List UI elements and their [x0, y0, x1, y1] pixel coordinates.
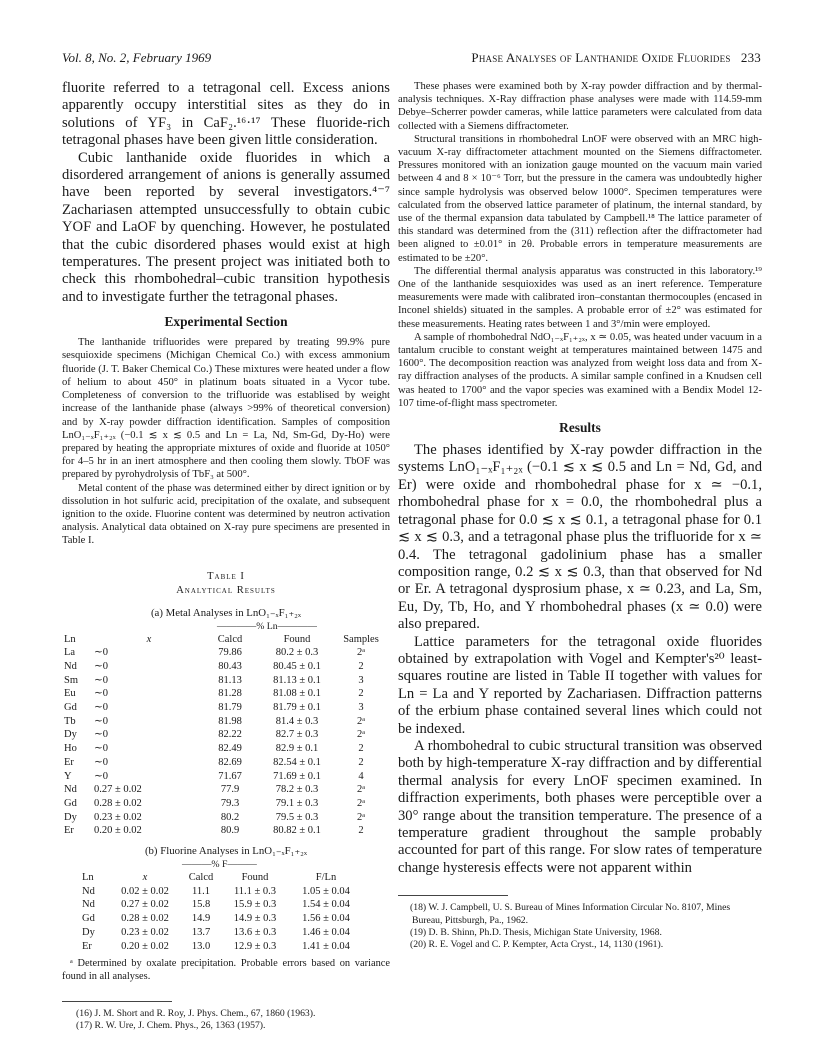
table-a-row-x: ∼0 — [94, 674, 109, 686]
table-a-row — [64, 811, 384, 825]
table-b-group-label: ———% F——— — [182, 859, 257, 871]
table-b-group-header — [62, 859, 362, 871]
table-a-row-last: 4 — [358, 770, 364, 782]
table-b-row-x: 0.20 ± 0.02 — [121, 940, 169, 952]
table-a-row-last: 3 — [358, 674, 364, 686]
table-a-row-last: 2ᵃ — [356, 715, 366, 727]
table-title: Analytical Results — [176, 584, 276, 596]
table-b-row-calcd: 11.1 — [192, 885, 210, 897]
table-a-row-last: 2 — [358, 756, 364, 768]
intro-paragraph-2: Cubic lanthanide oxide fluorides in which a disordered arrangement of anions is generally assumed have been reported by several investigators.⁴⁻⁷ Zachariasen attempted unsuccessfully to obtain cubic YOF and LaOF by quenching. However, he postulated that the cubic disordered phases would exist at high temperatures. The present project was initiated both to check this rhombohedral–cubic transition hypothesis and to investigate further the tetragonal phases. — [62, 149, 390, 305]
table-b-row — [82, 940, 362, 954]
table-b-header-f-ln: F/Ln — [315, 872, 337, 884]
methods-paragraph-3: The differential thermal analysis apparatus was constructed in this laboratory.¹⁹ One of the lanthanide sesquioxides was used as an inert reference. Temperature measurements were made with calibrated iron–constantan thermocouples (encased in Inconel shields) situated in the samples. A probable error of ±2° was estimated for these measurements. Heating rates between 1 and 3°/min were employed. — [398, 265, 762, 330]
table-b-row-last: 1.41 ± 0.04 — [302, 940, 350, 952]
table-a-row-last: 2 — [358, 688, 364, 700]
table-a-row — [64, 728, 384, 742]
table-a-row-calcd: 80.2 — [220, 811, 240, 823]
table-b-header-ln: Ln — [82, 872, 94, 884]
table-a-row — [64, 687, 384, 701]
table-a-row-calcd: 81.13 — [218, 674, 242, 686]
table-a-row-found: 81.4 ± 0.3 — [275, 715, 319, 727]
results-paragraph-1: The phases identified by X-ray powder diffraction in the systems LnO₁₋ₓF₁₊₂ₓ (−0.1 ≲ x ≲ 0.5 and Ln = Nd, Gd, and Er) were oxide and rhombohedral phase for x ≃ −0.1, rhombohedral phase for x = 0.0, the rhombohedral plus a tetragonal phase for 0.0 ≲ x ≲ 0.1, a tetragonal phase for 0.1 ≲ x ≲ 0.3, and a tetragonal phase plus the trifluoride for x ≃ 0.4. The tetragonal gadolinium phase has a smaller composition range, 0.2 ≲ x ≲ 0.3, than that observed for Nd or Er. A tetragonal dysprosium phase, x ≃ 0.23, and La, Sm, Eu, Dy, Tb, Ho, and Y rhombohedral phases (x ≃ 0.0) were also prepared. — [398, 442, 762, 633]
table-a-row-last: 2 — [358, 825, 364, 837]
table-a-row-x: ∼0 — [94, 702, 109, 714]
table-b-row-calcd: 13.0 — [191, 940, 211, 952]
journal-volume-info: Vol. 8, No. 2, February 1969 — [62, 50, 212, 65]
table-b-header-found: Found — [241, 872, 269, 884]
experimental-paragraph-1: The lanthanide trifluorides were prepared by treating 99.9% pure sesquioxide specimens (Michigan Chemical Co.) with excess ammonium fluoride (J. T. Baker Chemical Co.) These mixtures were heated under a flow of helium to about 450° in platinum boats situated in a Vycor tube. Completeness of conversion to the trifluoride was establised by weight increase of the lanthanide phase (always >99% of theoretical conversion) and by X-ray powder diffraction identification. Samples of composition LnO₁₋ₓF₁₊₂ₓ (−0.1 ≲ x ≲ 0.5 and Ln = La, Nd, Sm-Gd, Dy-Ho) were prepared by heating the appropriate mixtures of oxide and fluoride at 1050° for 4–5 hr in an inert atmosphere and then cooling them slowly. TbOF was prepared by pyrohydrolysis of TbF₃ at 500°. — [62, 337, 390, 481]
fluorine-analyses-table — [82, 871, 362, 953]
table-a-row — [64, 797, 384, 811]
table-b-row-ln: Nd — [82, 885, 95, 897]
table-a-header-samples: Samples — [343, 633, 379, 645]
footnote-rule-right — [398, 895, 508, 896]
table-a-row-found: 81.79 ± 0.1 — [273, 702, 321, 714]
table-a-row-found: 81.13 ± 0.1 — [273, 674, 321, 686]
table-b-row-last: 1.05 ± 0.04 — [302, 885, 350, 897]
footnote-20: (20) R. E. Vogel and C. P. Kempter, Acta Cryst., 14, 1130 (1961). — [410, 939, 664, 951]
table-a-row-found: 82.7 ± 0.3 — [275, 729, 319, 741]
table-a-row-x: ∼0 — [94, 743, 109, 755]
table-b-row — [82, 885, 362, 899]
table-a-row-calcd: 82.49 — [218, 743, 242, 755]
table-b-row-calcd: 13.7 — [191, 926, 211, 938]
table-a-row-ln: Tb — [64, 715, 76, 727]
table-a-row-calcd: 71.67 — [218, 770, 242, 782]
table-b-row-ln: Gd — [82, 913, 95, 925]
table-a-row — [64, 756, 384, 770]
table-b-row-found: 15.9 ± 0.3 — [233, 899, 277, 911]
table-b-row-calcd: 14.9 — [191, 913, 211, 925]
table-a-row-last: 2ᵃ — [356, 784, 366, 796]
footnote-18: (18) W. J. Campbell, U. S. Bureau of Mines Information Circular No. 8107, Mines Bureau, Pittsburgh, Pa., 1962. — [410, 902, 731, 926]
table-a-row-ln: Eu — [64, 688, 76, 700]
table-a-row-ln: Y — [64, 770, 72, 782]
table-b-row — [82, 912, 362, 926]
footnote-19: (19) D. B. Shinn, Ph.D. Thesis, Michigan State University, 1968. — [410, 927, 662, 939]
footnote-16: (16) J. M. Short and R. Roy, J. Phys. Chem., 67, 1860 (1963). — [76, 1008, 316, 1020]
table-b-row-found: 11.1 ± 0.3 — [233, 885, 277, 897]
table-b-row-last: 1.56 ± 0.04 — [302, 913, 350, 925]
table-a-row-x: ∼0 — [94, 729, 109, 741]
table-part-a-title: (a) Metal Analyses in LnO₁₋ₓF₁₊₂ₓ — [150, 606, 302, 619]
table-a-row-last: 2ᵃ — [356, 797, 366, 809]
table-a-row-x: ∼0 — [94, 647, 109, 659]
table-b-row-ln: Er — [82, 940, 92, 952]
footnote-rule — [62, 1001, 172, 1002]
table-a-row-last: 2ᵃ — [356, 729, 366, 741]
table-a-row-calcd: 82.69 — [218, 756, 242, 768]
page-number: 233 — [740, 50, 761, 65]
table-a-row-last: 2 — [358, 743, 364, 755]
table-a-row — [64, 660, 384, 674]
right-column — [398, 80, 762, 952]
table-b-row-x: 0.02 ± 0.02 — [121, 885, 169, 897]
table-a-row — [64, 715, 384, 729]
table-a-row-calcd: 80.9 — [220, 825, 240, 837]
table-a-row-ln: Sm — [64, 674, 79, 686]
table-a-row-x: ∼0 — [94, 688, 109, 700]
table-b-header-row — [82, 871, 362, 885]
footnote-17: (17) R. W. Ure, J. Chem. Phys., 26, 1363 (1957). — [76, 1020, 266, 1032]
table-a-row-calcd: 79.3 — [220, 797, 240, 809]
left-column — [62, 80, 390, 1032]
table-a-row — [64, 770, 384, 784]
table-a-row-found: 80.45 ± 0.1 — [273, 660, 321, 672]
table-b-row-calcd: 15.8 — [191, 899, 211, 911]
table-a-row — [64, 783, 384, 797]
table-a-row-ln: Dy — [64, 729, 77, 741]
table-a-row-last: 2ᵃ — [356, 647, 366, 659]
table-a-row — [64, 824, 384, 838]
methods-paragraph-4: A sample of rhombohedral NdO₁₋ₓF₁₊₂ₓ, x ≃ 0.05, was heated under vacuum in a tantalum crucible to constant weight at temperatures maintained between 1475 and 1600°. The decomposition reaction was analyzed from weight loss data and from X-ray diffraction analyses of the products. A similar sample confined in a Knudsen cell was heated to 1700° and the vapor species was examined with a Bendix Model 12-107 time-of-flight mass spectrometer. — [398, 331, 762, 409]
table-a-row — [64, 701, 384, 715]
results-paragraph-3: A rhombohedral to cubic structural transition was observed both by high-temperature X-ray diffraction and by differential thermal analysis for every LnOF specimen examined. In diffraction experiments, both phases were perceptible over a 30° range about the transition temperature. The presence of a temperature gradient throughout the sample probably accounted for part of this range. For slow rates of temperature change hysteresis effects were not apparent within — [398, 737, 762, 876]
table-b-row — [82, 898, 362, 912]
table-part-b-title: (b) Fluorine Analyses in LnO₁₋ₓF₁₊₂ₓ — [144, 845, 308, 858]
table-a-row-ln: Er — [64, 756, 74, 768]
table-a-row — [64, 742, 384, 756]
table-a-row-found: 79.1 ± 0.3 — [275, 797, 319, 809]
table-a-row-calcd: 77.9 — [220, 784, 240, 796]
table-a-row-last: 2ᵃ — [356, 811, 366, 823]
table-a-row-found: 81.08 ± 0.1 — [273, 688, 321, 700]
table-b-header-x: x — [142, 872, 148, 884]
table-a-row-calcd: 81.79 — [218, 702, 242, 714]
table-b-row-found: 12.9 ± 0.3 — [233, 940, 277, 952]
table-a-row-x: ∼0 — [94, 660, 109, 672]
table-a-row-calcd: 81.98 — [218, 715, 242, 727]
table-a-row-ln: Ho — [64, 743, 77, 755]
table-a-group-label: ————% Ln———— — [217, 620, 317, 632]
table-a-row-calcd: 80.43 — [218, 660, 242, 672]
table-a-row-ln: Dy — [64, 811, 77, 823]
table-a-row-found: 82.9 ± 0.1 — [275, 743, 319, 755]
results-section-heading: Results — [559, 420, 601, 436]
table-a-row-calcd: 81.28 — [218, 688, 242, 700]
table-b-header-calcd: Calcd — [188, 872, 214, 884]
table-a-header-found: Found — [283, 633, 311, 645]
table-a-header-calcd: Calcd — [217, 633, 243, 645]
table-a-row-found: 82.54 ± 0.1 — [273, 756, 321, 768]
table-b-row-last: 1.46 ± 0.04 — [302, 926, 350, 938]
table-b-row-x: 0.28 ± 0.02 — [121, 913, 169, 925]
table-a-header-x: x — [146, 633, 152, 645]
running-title: Phase Analyses of Lanthanide Oxide Fluorides — [471, 50, 731, 65]
table-b-row-x: 0.23 ± 0.02 — [121, 926, 169, 938]
table-a-row-x: 0.27 ± 0.02 — [94, 784, 142, 796]
table-label: Table I — [207, 570, 245, 582]
table-a-row-found: 79.5 ± 0.3 — [275, 811, 319, 823]
table-a-row — [64, 674, 384, 688]
running-title-and-page — [471, 50, 761, 66]
table-a-row-found: 71.69 ± 0.1 — [273, 770, 321, 782]
table-a-row-x: ∼0 — [94, 770, 109, 782]
table-a-row-last: 3 — [358, 702, 364, 714]
experimental-section-heading: Experimental Section — [164, 314, 288, 330]
table-a-row — [64, 646, 384, 660]
table-a-header-row — [64, 633, 384, 647]
table-a-row-found: 80.2 ± 0.3 — [275, 647, 319, 659]
table-a-row-ln: Er — [64, 825, 74, 837]
table-a-row-found: 78.2 ± 0.3 — [275, 784, 319, 796]
table-b-row-ln: Nd — [82, 899, 95, 911]
table-a-row-x: 0.23 ± 0.02 — [94, 811, 142, 823]
results-paragraph-2: Lattice parameters for the tetragonal oxide fluorides obtained by extrapolation with Vogel and Kempter's²⁰ least-squares routine are listed in Table II together with values for Ln = La and Y reported by Zachariasen. Diffraction patterns of the erbium phase contained several lines which could not be indexed. — [398, 633, 762, 737]
intro-paragraph-1: fluorite referred to a tetragonal cell. Excess anions apparently occupy interstitial sites as they do in solutions of YF₃ in CaF₂.¹⁶·¹⁷ These fluoride-rich tetragonal phases have been given little consideration. — [62, 80, 390, 149]
table-a-group-header — [62, 621, 382, 633]
table-a-header-ln: Ln — [64, 633, 76, 645]
table-a-row-x: 0.28 ± 0.02 — [94, 797, 142, 809]
table-a-row-x: 0.20 ± 0.02 — [94, 825, 142, 837]
table-b-row-found: 14.9 ± 0.3 — [233, 913, 277, 925]
experimental-paragraph-2: Metal content of the phase was determined either by direct ignition or by dissolution in hot sulfuric acid, precipitation of the oxalate, and subsequent ignition to the oxide. Fluorine content was determined by neutron activation analysis. Analytical data obtained on X-ray pure specimens are presented in Table I. — [62, 482, 390, 547]
table-b-row — [82, 926, 362, 940]
table-a-row-calcd: 82.22 — [218, 729, 242, 741]
table-a-row-ln: Gd — [64, 702, 77, 714]
table-a-row-ln: Nd — [64, 660, 77, 672]
table-b-row-ln: Dy — [82, 926, 95, 938]
table-b-row-x: 0.27 ± 0.02 — [121, 899, 169, 911]
table-a-row-last: 2 — [358, 660, 364, 672]
table-a-row-x: ∼0 — [94, 756, 109, 768]
table-b-row-found: 13.6 ± 0.3 — [233, 926, 277, 938]
table-a-row-ln: Gd — [64, 797, 77, 809]
methods-paragraph-2: Structural transitions in rhombohedral LnOF were observed with an MRC high-vacuum X-ray diffractometer attachment mounted on the Siemens diffractometer. Pressures monitored with an ionization gauge mounted on the vacuum main varied between 4 and 8 × 10⁻⁶ Torr, but the pressure in the camera was undoubtedly higher since sample hydrolysis was observed below 1000°. Specimen temperatures were calculated from the observed lattice parameter of platinum, the internal standard, by use of the thermal expansion data tabulated by Campbell.¹⁸ The lattice parameter of this standard was determined from the (311) reflection after the diffractometer had been aligned to ±0.01° in 2θ. Probable errors in temperature measurements are estimated to be ±20°. — [398, 133, 762, 264]
table-a-row-calcd: 79.86 — [218, 647, 242, 659]
table-b-row-last: 1.54 ± 0.04 — [302, 899, 350, 911]
table-a-row-x: ∼0 — [94, 715, 109, 727]
table-a-row-found: 80.82 ± 0.1 — [273, 825, 321, 837]
running-header — [62, 50, 761, 70]
table-a-row-ln: La — [64, 647, 76, 659]
methods-paragraph-1: These phases were examined both by X-ray powder diffraction and by thermal-analysis techniques. X-Ray diffraction phase analyses were made with 114.59-mm Debye–Scherrer powder cameras, while lattice parameters were calculated from data collected with a Siemens diffractometer. — [398, 81, 762, 132]
table-a-row-ln: Nd — [64, 784, 77, 796]
table-footnote: ᵃ Determined by oxalate precipitation. Probable errors based on variance found in all analyses. — [62, 958, 390, 983]
metal-analyses-table — [64, 633, 384, 839]
